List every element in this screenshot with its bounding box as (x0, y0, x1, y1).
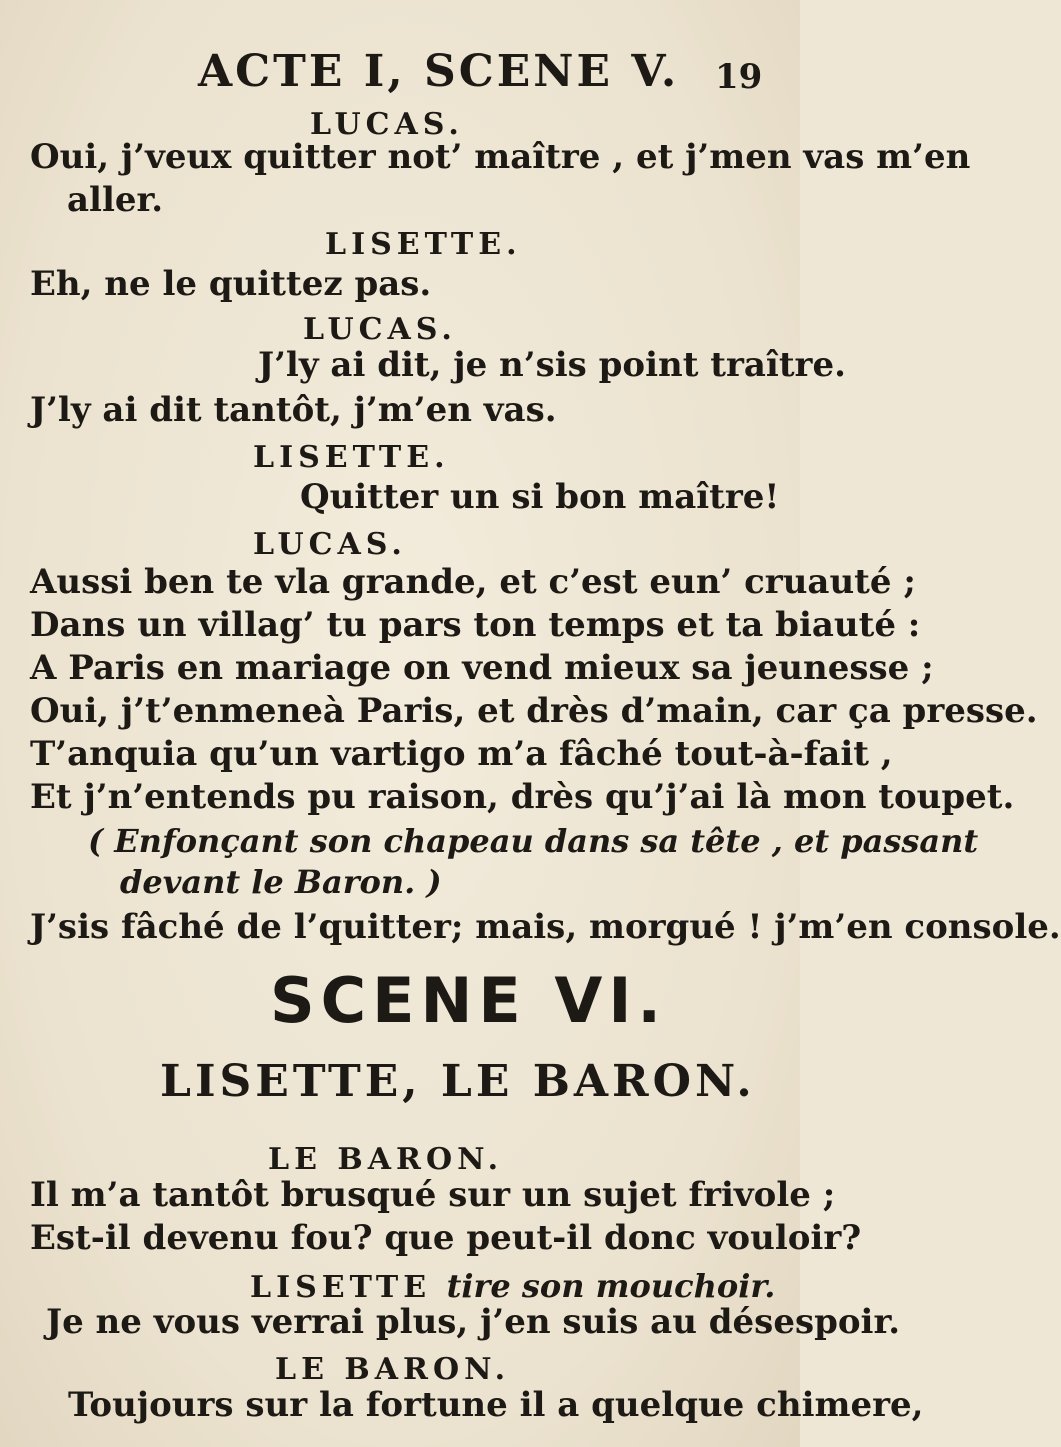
verse-line: Eh, ne le quittez pas. (30, 264, 432, 304)
running-header: ACTE I, SCENE V. (198, 46, 680, 97)
verse-line: Toujours sur la fortune il a quelque chimere, (68, 1385, 924, 1425)
verse-line: Quitter un si bon maître! (300, 477, 780, 517)
verse-line: J’ly ai dit tantôt, j’m’en vas. (30, 390, 557, 430)
verse-line: Je ne vous verrai plus, j’en suis au désespoir. (46, 1302, 901, 1342)
verse-line: T’anquia qu’un vartigo m’a fâché tout-à-fait , (30, 734, 893, 774)
verse-line: Aussi ben te vla grande, et c’est eun’ cruauté ; (30, 562, 916, 602)
speaker-baron: LE BARON. (275, 1352, 511, 1387)
speaker-lucas: LUCAS. (310, 107, 464, 142)
scene-cast: LISETTE, LE BARON. (160, 1056, 756, 1107)
verse-line: Et j’n’entends pu raison, drès qu’j’ai là mon toupet. (30, 777, 1015, 817)
speaker-baron: LE BARON. (268, 1142, 504, 1177)
verse-line: A Paris en mariage on vend mieux sa jeunesse ; (30, 648, 934, 688)
verse-line: Est-il devenu fou? que peut-il donc vouloir? (30, 1218, 862, 1258)
verse-line: aller. (67, 180, 164, 220)
verse-line: Dans un villag’ tu pars ton temps et ta biauté : (30, 605, 921, 645)
stage-direction: tire son mouchoir. (446, 1267, 776, 1305)
speaker-lisette: LISETTE. (253, 440, 450, 475)
scene-title: SCENE VI. (270, 964, 667, 1037)
speaker-lisette (250, 1267, 776, 1305)
speaker-name: LISETTE (250, 1270, 432, 1305)
verse-line: Oui, j’t’enmeneà Paris, et drès d’main, car ça presse. (30, 691, 1038, 731)
speaker-lucas: LUCAS. (303, 312, 457, 347)
verse-line: Oui, j’veux quitter not’ maître , et j’men vas m’en (30, 137, 971, 177)
page-number: 19 (715, 57, 763, 97)
speaker-lucas: LUCAS. (253, 527, 407, 562)
verse-line: J’ly ai dit, je n’sis point traître. (258, 345, 846, 385)
verse-line: Il m’a tantôt brusqué sur un sujet frivole ; (30, 1175, 836, 1215)
speaker-lisette: LISETTE. (325, 227, 522, 262)
verse-line: J’sis fâché de l’quitter; mais, morgué ! j’m’en console. (30, 907, 1061, 947)
stage-direction: devant le Baron. ) (120, 863, 442, 901)
stage-direction: ( Enfonçant son chapeau dans sa tête , et passant (88, 822, 979, 860)
